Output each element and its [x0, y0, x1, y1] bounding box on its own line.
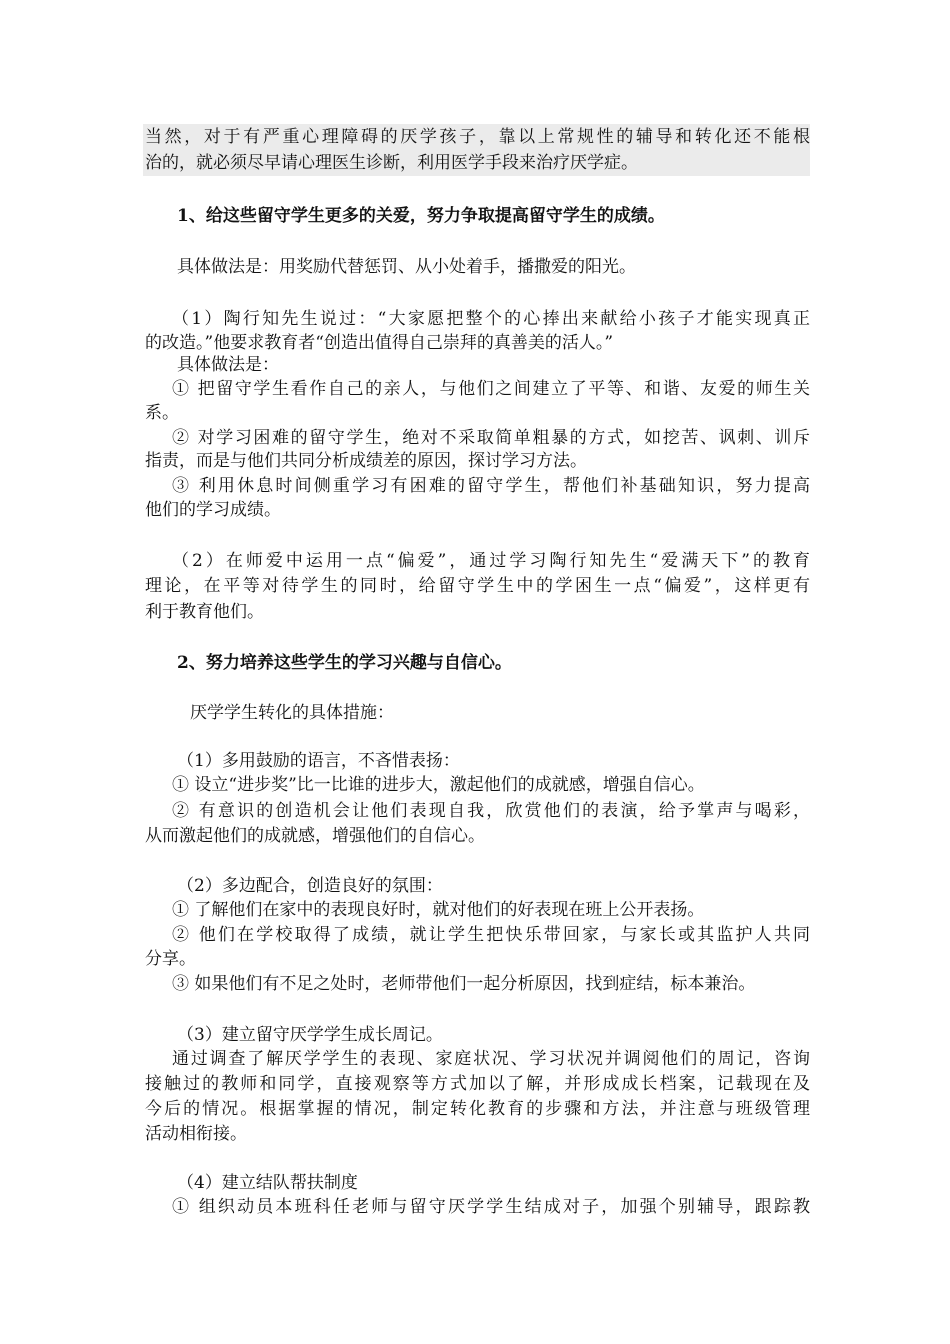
list-item: ③ 如果他们有不足之处时，老师带他们一起分析原因，找到症结，标本兼治。 — [172, 974, 756, 994]
list-item: ① 了解他们在家中的表现良好时，就对他们的好表现在班上公开表扬。 — [172, 900, 705, 920]
paragraph-line: 活动相衔接。 — [145, 1124, 247, 1144]
paragraph-line: （2）在师爱中运用一点“偏爱”，通过学习陶行知先生“爱满天下”的教育 — [172, 551, 810, 571]
paragraph-line: 的改造。”他要求教育者“创造出值得自己崇拜的真善美的活人。” — [145, 333, 614, 353]
list-item: ① 组织动员本班科任老师与留守厌学学生结成对子，加强个别辅导，跟踪教 — [172, 1197, 810, 1217]
list-item: 他们的学习成绩。 — [145, 500, 281, 520]
list-item: ② 他们在学校取得了成绩，就让学生把快乐带回家，与家长或其监护人共同 — [172, 925, 810, 945]
paragraph-line: 理论，在平等对待学生的同时，给留守学生中的学困生一点“偏爱”，这样更有 — [145, 576, 810, 596]
paragraph-line: 通过调查了解厌学学生的表现、家庭状况、学习状况并调阅他们的周记，咨询 — [172, 1049, 810, 1069]
list-item: 从而激起他们的成就感，增强他们的自信心。 — [145, 826, 485, 846]
paragraph-line: 具体做法是： — [177, 355, 279, 375]
paragraph-line: 利于教育他们。 — [145, 602, 264, 622]
subsection-title: （4）建立结队帮扶制度 — [177, 1173, 358, 1193]
subsection-title: （2）多边配合，创造良好的氛围： — [177, 876, 443, 896]
list-item: ③ 利用休息时间侧重学习有困难的留守学生，帮他们补基础知识，努力提高 — [172, 476, 810, 496]
list-item: 分享。 — [145, 949, 196, 969]
method-summary: 具体做法是：用奖励代替惩罚、从小处着手，播撒爱的阳光。 — [177, 257, 636, 277]
subsection-title: （1）多用鼓励的语言，不吝惜表扬： — [177, 751, 460, 771]
paragraph-line: 接触过的教师和同学，直接观察等方式加以了解，并形成成长档案，记载现在及 — [145, 1074, 810, 1094]
intro-line: 治的，就必须尽早请心理医生诊断，利用医学手段来治疗厌学症。 — [143, 150, 810, 176]
paragraph-line: （1）陶行知先生说过：“大家愿把整个的心捧出来献给小孩子才能实现真正 — [172, 309, 810, 329]
list-item: ① 把留守学生看作自己的亲人，与他们之间建立了平等、和谐、友爱的师生关 — [172, 379, 810, 399]
list-item: ② 有意识的创造机会让他们表现自我，欣赏他们的表演，给予掌声与喝彩， — [172, 801, 810, 821]
subsection-title: （3）建立留守厌学学生成长周记。 — [177, 1025, 443, 1045]
list-item: 系。 — [145, 403, 179, 423]
paragraph-line: 今后的情况。根据掌握的情况，制定转化教育的步骤和方法，并注意与班级管理 — [145, 1099, 810, 1119]
section-heading-2: 2、努力培养这些学生的学习兴趣与自信心。 — [177, 653, 512, 673]
list-item: 指责，而是与他们共同分析成绩差的原因，探讨学习方法。 — [145, 451, 587, 471]
list-item: ① 设立“进步奖”比一比谁的进步大，激起他们的成就感，增强自信心。 — [172, 775, 705, 795]
paragraph-line: 厌学学生转化的具体措施： — [190, 703, 394, 723]
list-item: ② 对学习困难的留守学生，绝对不采取简单粗暴的方式，如挖苦、讽刺、训斥 — [172, 428, 810, 448]
section-heading-1: 1、给这些留守学生更多的关爱，努力争取提高留守学生的成绩。 — [177, 206, 665, 226]
intro-line: 当然，对于有严重心理障碍的厌学孩子，靠以上常规性的辅导和转化还不能根 — [143, 124, 810, 150]
